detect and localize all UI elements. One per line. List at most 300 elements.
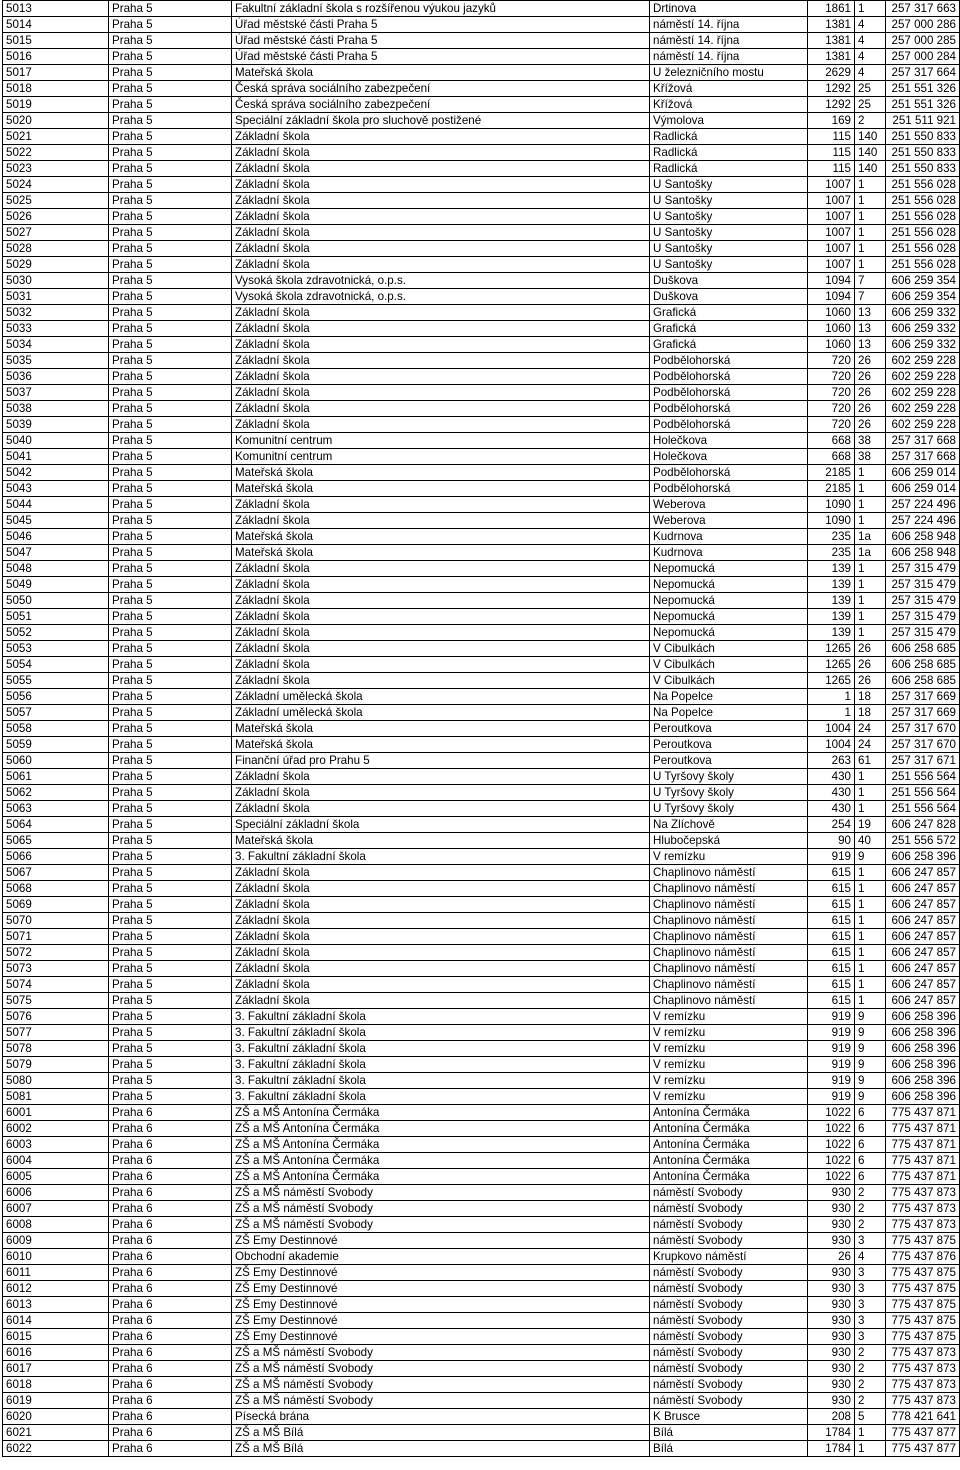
cell-street: V remízku xyxy=(650,1009,808,1025)
cell-institution: 3. Fakultní základní škola xyxy=(232,1025,650,1041)
cell-district: Praha 5 xyxy=(109,673,232,689)
cell-phone: 257 317 664 xyxy=(886,65,960,81)
cell-id: 6006 xyxy=(3,1185,109,1201)
cell-house-number: 930 xyxy=(808,1201,855,1217)
cell-phone: 606 259 332 xyxy=(886,305,960,321)
cell-phone: 775 437 877 xyxy=(886,1425,960,1441)
cell-institution: Základní škola xyxy=(232,145,650,161)
cell-orientation-number: 140 xyxy=(855,129,886,145)
cell-district: Praha 5 xyxy=(109,1089,232,1105)
cell-street: Radlická xyxy=(650,161,808,177)
cell-street: Antonína Čermáka xyxy=(650,1105,808,1121)
cell-phone: 775 437 875 xyxy=(886,1281,960,1297)
cell-institution: Základní škola xyxy=(232,337,650,353)
cell-institution: ZŠ a MŠ náměstí Svobody xyxy=(232,1361,650,1377)
table-row xyxy=(3,993,960,1009)
cell-district: Praha 5 xyxy=(109,833,232,849)
cell-house-number: 1784 xyxy=(808,1425,855,1441)
cell-orientation-number: 1 xyxy=(855,945,886,961)
cell-orientation-number: 1 xyxy=(855,225,886,241)
table-row xyxy=(3,977,960,993)
cell-street: Chaplinovo náměstí xyxy=(650,913,808,929)
cell-orientation-number: 1 xyxy=(855,577,886,593)
table-row xyxy=(3,401,960,417)
table-row xyxy=(3,673,960,689)
cell-phone: 257 000 285 xyxy=(886,33,960,49)
cell-street: Nepomucká xyxy=(650,561,808,577)
cell-phone: 775 437 873 xyxy=(886,1361,960,1377)
cell-house-number: 235 xyxy=(808,545,855,561)
cell-district: Praha 5 xyxy=(109,225,232,241)
cell-house-number: 919 xyxy=(808,1041,855,1057)
cell-id: 5035 xyxy=(3,353,109,369)
cell-institution: Základní škola xyxy=(232,305,650,321)
cell-phone: 606 258 396 xyxy=(886,1057,960,1073)
cell-street: Holečkova xyxy=(650,433,808,449)
cell-house-number: 1861 xyxy=(808,1,855,17)
cell-id: 6002 xyxy=(3,1121,109,1137)
cell-street: V remízku xyxy=(650,1025,808,1041)
cell-district: Praha 6 xyxy=(109,1345,232,1361)
cell-institution: Vysoká škola zdravotnická, o.p.s. xyxy=(232,289,650,305)
cell-phone: 606 247 828 xyxy=(886,817,960,833)
cell-district: Praha 5 xyxy=(109,609,232,625)
table-row xyxy=(3,657,960,673)
cell-id: 5063 xyxy=(3,801,109,817)
cell-id: 5059 xyxy=(3,737,109,753)
cell-institution: Mateřská škola xyxy=(232,465,650,481)
cell-house-number: 115 xyxy=(808,161,855,177)
cell-phone: 606 247 857 xyxy=(886,865,960,881)
cell-district: Praha 5 xyxy=(109,177,232,193)
cell-street: Hlubočepská xyxy=(650,833,808,849)
table-row xyxy=(3,1009,960,1025)
cell-institution: Mateřská škola xyxy=(232,721,650,737)
cell-house-number: 1090 xyxy=(808,513,855,529)
cell-id: 6003 xyxy=(3,1137,109,1153)
table-row xyxy=(3,1185,960,1201)
cell-district: Praha 5 xyxy=(109,881,232,897)
cell-orientation-number: 1a xyxy=(855,529,886,545)
cell-street: náměstí Svobody xyxy=(650,1185,808,1201)
cell-house-number: 720 xyxy=(808,385,855,401)
cell-institution: Základní škola xyxy=(232,177,650,193)
cell-district: Praha 5 xyxy=(109,273,232,289)
cell-phone: 775 437 873 xyxy=(886,1185,960,1201)
cell-house-number: 1090 xyxy=(808,497,855,513)
cell-phone: 257 315 479 xyxy=(886,609,960,625)
table-row xyxy=(3,273,960,289)
cell-phone: 251 551 326 xyxy=(886,81,960,97)
table-row xyxy=(3,513,960,529)
cell-id: 5046 xyxy=(3,529,109,545)
cell-street: Na Zlíchově xyxy=(650,817,808,833)
cell-phone: 251 556 028 xyxy=(886,241,960,257)
cell-district: Praha 5 xyxy=(109,513,232,529)
cell-phone: 775 437 875 xyxy=(886,1329,960,1345)
cell-street: náměstí Svobody xyxy=(650,1345,808,1361)
cell-house-number: 2185 xyxy=(808,465,855,481)
cell-house-number: 2629 xyxy=(808,65,855,81)
table-row xyxy=(3,97,960,113)
cell-district: Praha 5 xyxy=(109,385,232,401)
table-row xyxy=(3,785,960,801)
cell-house-number: 1265 xyxy=(808,657,855,673)
cell-district: Praha 5 xyxy=(109,113,232,129)
cell-orientation-number: 1 xyxy=(855,977,886,993)
cell-street: Peroutkova xyxy=(650,737,808,753)
cell-district: Praha 5 xyxy=(109,737,232,753)
cell-street: Chaplinovo náměstí xyxy=(650,881,808,897)
cell-street: V remízku xyxy=(650,849,808,865)
cell-phone: 251 550 833 xyxy=(886,129,960,145)
table-row xyxy=(3,257,960,273)
cell-orientation-number: 1 xyxy=(855,913,886,929)
cell-house-number: 1292 xyxy=(808,97,855,113)
cell-institution: Česká správa sociálního zabezpečení xyxy=(232,97,650,113)
cell-institution: Úřad městské části Praha 5 xyxy=(232,17,650,33)
cell-id: 5020 xyxy=(3,113,109,129)
cell-house-number: 720 xyxy=(808,401,855,417)
cell-orientation-number: 61 xyxy=(855,753,886,769)
cell-orientation-number: 5 xyxy=(855,1409,886,1425)
table-row xyxy=(3,17,960,33)
cell-phone: 257 317 669 xyxy=(886,689,960,705)
cell-id: 5034 xyxy=(3,337,109,353)
cell-institution: Základní škola xyxy=(232,385,650,401)
table-row xyxy=(3,81,960,97)
cell-phone: 251 556 028 xyxy=(886,225,960,241)
cell-institution: ZŠ Emy Destinnové xyxy=(232,1297,650,1313)
cell-institution: ZŠ Emy Destinnové xyxy=(232,1233,650,1249)
cell-district: Praha 6 xyxy=(109,1249,232,1265)
cell-id: 5064 xyxy=(3,817,109,833)
table-row xyxy=(3,1377,960,1393)
cell-district: Praha 5 xyxy=(109,897,232,913)
cell-phone: 257 317 669 xyxy=(886,705,960,721)
cell-district: Praha 6 xyxy=(109,1153,232,1169)
cell-id: 6009 xyxy=(3,1233,109,1249)
cell-id: 5019 xyxy=(3,97,109,113)
cell-street: Peroutkova xyxy=(650,721,808,737)
cell-district: Praha 5 xyxy=(109,257,232,273)
cell-orientation-number: 1 xyxy=(855,1441,886,1457)
cell-house-number: 2185 xyxy=(808,481,855,497)
cell-district: Praha 5 xyxy=(109,977,232,993)
cell-street: Antonína Čermáka xyxy=(650,1169,808,1185)
cell-house-number: 1007 xyxy=(808,257,855,273)
cell-phone: 606 259 354 xyxy=(886,289,960,305)
cell-institution: Komunitní centrum xyxy=(232,433,650,449)
cell-street: U Tyršovy školy xyxy=(650,801,808,817)
cell-street: U Santošky xyxy=(650,257,808,273)
cell-institution: Základní škola xyxy=(232,769,650,785)
cell-street: K Brusce xyxy=(650,1409,808,1425)
cell-house-number: 430 xyxy=(808,769,855,785)
cell-id: 5038 xyxy=(3,401,109,417)
cell-street: Podbělohorská xyxy=(650,401,808,417)
cell-orientation-number: 4 xyxy=(855,17,886,33)
cell-street: náměstí Svobody xyxy=(650,1313,808,1329)
cell-house-number: 430 xyxy=(808,801,855,817)
cell-district: Praha 5 xyxy=(109,593,232,609)
cell-street: U Santošky xyxy=(650,209,808,225)
table-row xyxy=(3,1425,960,1441)
cell-street: Peroutkova xyxy=(650,753,808,769)
cell-orientation-number: 24 xyxy=(855,737,886,753)
cell-id: 6018 xyxy=(3,1377,109,1393)
cell-district: Praha 5 xyxy=(109,945,232,961)
cell-house-number: 208 xyxy=(808,1409,855,1425)
cell-orientation-number: 7 xyxy=(855,273,886,289)
cell-house-number: 668 xyxy=(808,433,855,449)
table-row xyxy=(3,769,960,785)
table-row xyxy=(3,689,960,705)
cell-district: Praha 5 xyxy=(109,801,232,817)
cell-orientation-number: 2 xyxy=(855,1393,886,1409)
cell-orientation-number: 3 xyxy=(855,1297,886,1313)
cell-district: Praha 5 xyxy=(109,49,232,65)
cell-id: 5075 xyxy=(3,993,109,1009)
table-row xyxy=(3,753,960,769)
cell-house-number: 1 xyxy=(808,705,855,721)
cell-id: 6019 xyxy=(3,1393,109,1409)
cell-phone: 775 437 871 xyxy=(886,1169,960,1185)
cell-house-number: 139 xyxy=(808,593,855,609)
cell-id: 5077 xyxy=(3,1025,109,1041)
cell-phone: 257 000 284 xyxy=(886,49,960,65)
cell-street: Radlická xyxy=(650,145,808,161)
cell-house-number: 1381 xyxy=(808,33,855,49)
table-row xyxy=(3,1329,960,1345)
cell-id: 5062 xyxy=(3,785,109,801)
table-row xyxy=(3,1121,960,1137)
cell-phone: 257 317 670 xyxy=(886,737,960,753)
cell-phone: 602 259 228 xyxy=(886,353,960,369)
cell-phone: 606 259 332 xyxy=(886,321,960,337)
cell-street: Bílá xyxy=(650,1425,808,1441)
cell-house-number: 26 xyxy=(808,1249,855,1265)
cell-street: náměstí Svobody xyxy=(650,1297,808,1313)
cell-district: Praha 5 xyxy=(109,913,232,929)
table-row xyxy=(3,1217,960,1233)
cell-orientation-number: 4 xyxy=(855,65,886,81)
cell-phone: 257 317 671 xyxy=(886,753,960,769)
cell-district: Praha 5 xyxy=(109,849,232,865)
table-row xyxy=(3,225,960,241)
cell-orientation-number: 26 xyxy=(855,353,886,369)
cell-institution: Základní škola xyxy=(232,577,650,593)
cell-institution: ZŠ a MŠ Bílá xyxy=(232,1425,650,1441)
cell-house-number: 668 xyxy=(808,449,855,465)
cell-house-number: 1784 xyxy=(808,1441,855,1457)
cell-id: 6001 xyxy=(3,1105,109,1121)
cell-id: 5048 xyxy=(3,561,109,577)
cell-institution: Komunitní centrum xyxy=(232,449,650,465)
table-row xyxy=(3,145,960,161)
cell-institution: ZŠ Emy Destinnové xyxy=(232,1313,650,1329)
cell-street: Kudrnova xyxy=(650,529,808,545)
cell-orientation-number: 1 xyxy=(855,625,886,641)
table-row xyxy=(3,545,960,561)
cell-orientation-number: 2 xyxy=(855,1201,886,1217)
cell-street: náměstí Svobody xyxy=(650,1361,808,1377)
cell-house-number: 1060 xyxy=(808,321,855,337)
cell-id: 5043 xyxy=(3,481,109,497)
cell-phone: 251 556 028 xyxy=(886,257,960,273)
cell-institution: Základní škola xyxy=(232,561,650,577)
cell-institution: Základní škola xyxy=(232,961,650,977)
cell-institution: 3. Fakultní základní škola xyxy=(232,1009,650,1025)
cell-house-number: 1265 xyxy=(808,673,855,689)
cell-street: Na Popelce xyxy=(650,689,808,705)
cell-orientation-number: 9 xyxy=(855,1089,886,1105)
table-row xyxy=(3,1025,960,1041)
cell-orientation-number: 38 xyxy=(855,449,886,465)
cell-street: Grafická xyxy=(650,305,808,321)
cell-institution: ZŠ Emy Destinnové xyxy=(232,1329,650,1345)
cell-street: Antonína Čermáka xyxy=(650,1121,808,1137)
cell-street: Nepomucká xyxy=(650,593,808,609)
cell-id: 6015 xyxy=(3,1329,109,1345)
cell-street: Bílá xyxy=(650,1441,808,1457)
cell-institution: Základní škola xyxy=(232,801,650,817)
cell-street: náměstí Svobody xyxy=(650,1201,808,1217)
cell-id: 6010 xyxy=(3,1249,109,1265)
table-row xyxy=(3,417,960,433)
cell-id: 5027 xyxy=(3,225,109,241)
cell-district: Praha 5 xyxy=(109,65,232,81)
cell-institution: Fakultní základní škola s rozšířenou výukou jazyků xyxy=(232,1,650,17)
cell-phone: 775 437 871 xyxy=(886,1153,960,1169)
cell-house-number: 1 xyxy=(808,689,855,705)
cell-orientation-number: 1 xyxy=(855,961,886,977)
cell-institution: ZŠ a MŠ Antonína Čermáka xyxy=(232,1137,650,1153)
cell-phone: 775 437 871 xyxy=(886,1121,960,1137)
cell-phone: 251 556 564 xyxy=(886,785,960,801)
table-row xyxy=(3,1249,960,1265)
cell-orientation-number: 1 xyxy=(855,801,886,817)
cell-institution: Základní škola xyxy=(232,209,650,225)
cell-institution: Základní škola xyxy=(232,241,650,257)
cell-district: Praha 6 xyxy=(109,1201,232,1217)
cell-institution: Mateřská škola xyxy=(232,481,650,497)
cell-institution: ZŠ a MŠ náměstí Svobody xyxy=(232,1201,650,1217)
cell-id: 5025 xyxy=(3,193,109,209)
cell-district: Praha 5 xyxy=(109,753,232,769)
cell-phone: 606 247 857 xyxy=(886,945,960,961)
cell-street: Podbělohorská xyxy=(650,369,808,385)
cell-phone: 775 437 873 xyxy=(886,1201,960,1217)
cell-orientation-number: 9 xyxy=(855,849,886,865)
cell-id: 5078 xyxy=(3,1041,109,1057)
cell-institution: Vysoká škola zdravotnická, o.p.s. xyxy=(232,273,650,289)
table-row xyxy=(3,385,960,401)
table-row xyxy=(3,609,960,625)
cell-street: V remízku xyxy=(650,1089,808,1105)
cell-district: Praha 5 xyxy=(109,689,232,705)
cell-id: 5072 xyxy=(3,945,109,961)
cell-house-number: 930 xyxy=(808,1217,855,1233)
cell-district: Praha 5 xyxy=(109,401,232,417)
cell-district: Praha 5 xyxy=(109,97,232,113)
cell-street: Nepomucká xyxy=(650,625,808,641)
table-row xyxy=(3,433,960,449)
cell-institution: ZŠ a MŠ Antonína Čermáka xyxy=(232,1153,650,1169)
table-row xyxy=(3,65,960,81)
cell-house-number: 615 xyxy=(808,897,855,913)
cell-id: 5036 xyxy=(3,369,109,385)
cell-orientation-number: 1 xyxy=(855,993,886,1009)
cell-orientation-number: 9 xyxy=(855,1057,886,1073)
cell-house-number: 115 xyxy=(808,145,855,161)
table-row xyxy=(3,945,960,961)
cell-id: 5047 xyxy=(3,545,109,561)
cell-institution: Základní škola xyxy=(232,865,650,881)
cell-orientation-number: 19 xyxy=(855,817,886,833)
cell-id: 5068 xyxy=(3,881,109,897)
cell-phone: 251 550 833 xyxy=(886,145,960,161)
cell-district: Praha 5 xyxy=(109,785,232,801)
table-row xyxy=(3,161,960,177)
cell-orientation-number: 26 xyxy=(855,417,886,433)
table-row xyxy=(3,1201,960,1217)
cell-house-number: 1381 xyxy=(808,17,855,33)
cell-orientation-number: 1a xyxy=(855,545,886,561)
cell-district: Praha 6 xyxy=(109,1441,232,1457)
cell-house-number: 1022 xyxy=(808,1121,855,1137)
cell-orientation-number: 25 xyxy=(855,81,886,97)
cell-district: Praha 6 xyxy=(109,1233,232,1249)
cell-street: Duškova xyxy=(650,273,808,289)
cell-id: 5021 xyxy=(3,129,109,145)
cell-institution: Úřad městské části Praha 5 xyxy=(232,49,650,65)
cell-id: 5057 xyxy=(3,705,109,721)
cell-house-number: 169 xyxy=(808,113,855,129)
cell-phone: 257 315 479 xyxy=(886,625,960,641)
cell-district: Praha 5 xyxy=(109,929,232,945)
cell-house-number: 1292 xyxy=(808,81,855,97)
data-table xyxy=(2,0,960,1457)
cell-institution: 3. Fakultní základní škola xyxy=(232,1089,650,1105)
cell-id: 5029 xyxy=(3,257,109,273)
cell-phone: 775 437 875 xyxy=(886,1313,960,1329)
table-row xyxy=(3,1441,960,1457)
table-row xyxy=(3,961,960,977)
table-row xyxy=(3,1089,960,1105)
cell-id: 6007 xyxy=(3,1201,109,1217)
cell-orientation-number: 1 xyxy=(855,241,886,257)
cell-house-number: 1007 xyxy=(808,209,855,225)
cell-phone: 606 259 332 xyxy=(886,337,960,353)
table-row xyxy=(3,705,960,721)
cell-house-number: 139 xyxy=(808,625,855,641)
cell-district: Praha 5 xyxy=(109,241,232,257)
cell-district: Praha 5 xyxy=(109,433,232,449)
cell-district: Praha 5 xyxy=(109,1057,232,1073)
cell-phone: 606 259 014 xyxy=(886,481,960,497)
cell-id: 5069 xyxy=(3,897,109,913)
cell-orientation-number: 6 xyxy=(855,1121,886,1137)
table-row xyxy=(3,1409,960,1425)
cell-house-number: 1094 xyxy=(808,289,855,305)
cell-house-number: 1007 xyxy=(808,193,855,209)
cell-institution: Česká správa sociálního zabezpečení xyxy=(232,81,650,97)
cell-district: Praha 5 xyxy=(109,289,232,305)
cell-phone: 606 247 857 xyxy=(886,929,960,945)
cell-house-number: 1022 xyxy=(808,1169,855,1185)
cell-phone: 775 437 873 xyxy=(886,1345,960,1361)
